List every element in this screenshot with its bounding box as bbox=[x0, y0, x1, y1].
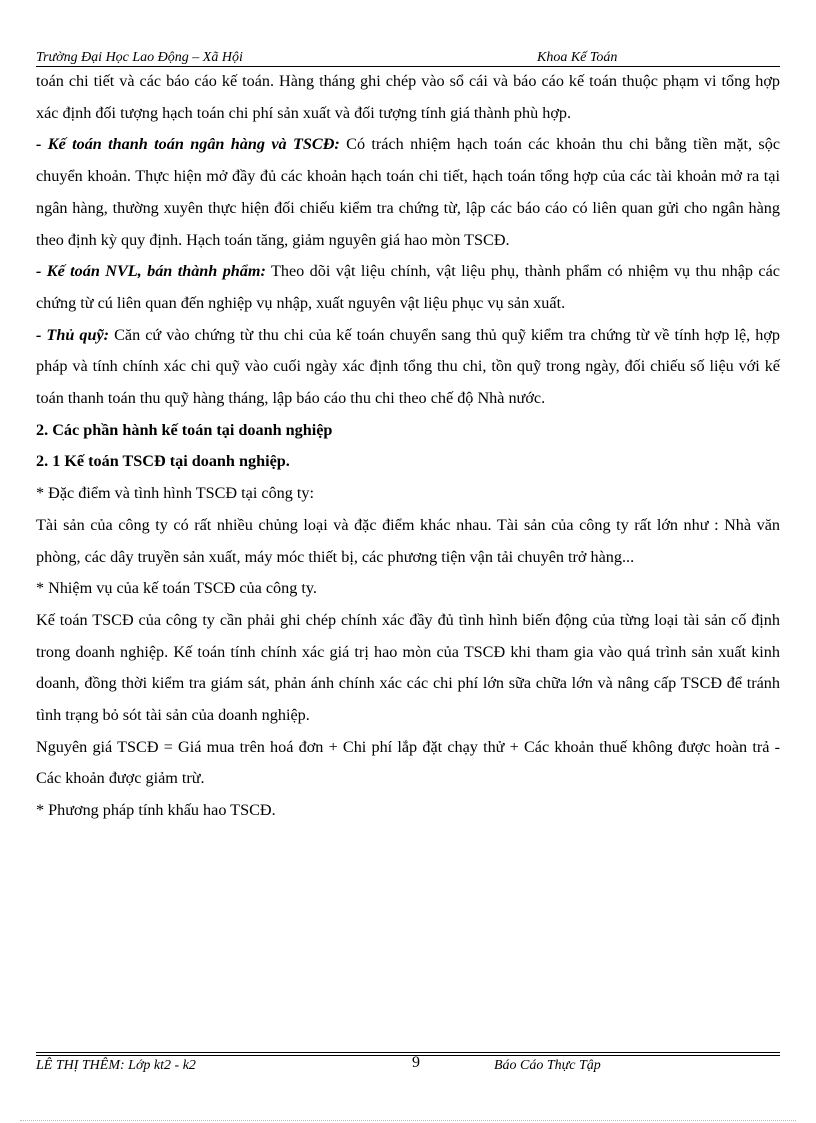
role-text: Có trách nhiệm hạch toán các khoản thu chi bằng tiền mặt, sộc chuyển khoản. Thực hiện mở đầy đủ các khoản hạch toán chi tiết, hạch toán tổng hợp của các tài khoản mở ra tại ngân hàng, thường xuyên thực hiện đối chiếu kiểm tra chứng từ, lập các báo cáo có liên quan gửi cho ngân hàng theo định kỳ quy định. Hạch toán tăng, giảm nguyên giá hao mòn TSCĐ. bbox=[36, 135, 780, 249]
footer-author: LÊ THỊ THÊM: Lớp kt2 - k2 bbox=[36, 1058, 196, 1073]
section-heading: 2. Các phần hành kế toán tại doanh nghiệp bbox=[36, 420, 333, 439]
page-edge bbox=[20, 1120, 796, 1121]
formula-paragraph: Nguyên giá TSCĐ = Giá mua trên hoá đơn + Chi phí lắp đặt chạy thử + Các khoản thuế không được hoàn trả - Các khoản được giảm trừ. bbox=[36, 737, 780, 788]
document-body bbox=[36, 66, 780, 827]
page-number: 9 bbox=[412, 1054, 420, 1071]
paragraph: Tài sản của công ty có rất nhiều chủng loại và đặc điểm khác nhau. Tài sản của công ty rất lớn như : Nhà văn phòng, các dây truyền sản xuất, máy móc thiết bị, các phương tiện vận tải chuyên trở hàng... bbox=[36, 515, 780, 566]
paragraph-bank-accountant bbox=[36, 129, 780, 256]
footer-report-title: Báo Cáo Thực Tập bbox=[494, 1058, 601, 1073]
paragraph: * Phương pháp tính khấu hao TSCĐ. bbox=[36, 801, 276, 820]
paragraph-cashier bbox=[36, 320, 780, 415]
header-school: Trường Đại Học Lao Động – Xã Hội bbox=[36, 50, 243, 65]
role-label: - Thủ quỹ: bbox=[36, 325, 110, 344]
header-department: Khoa Kế Toán bbox=[537, 50, 618, 65]
role-text: Căn cứ vào chứng từ thu chi của kế toán chuyển sang thủ quỹ kiểm tra chứng từ về tính hợp lệ, hợp pháp và tính chính xác chi quỹ vào cuối ngày xác định tổng thu chi, tồn quỹ trong ngày, đối chiếu số liệu với kế toán thanh toán thu quỹ hàng tháng, lập báo cáo thu chi theo chế độ Nhà nước. bbox=[36, 325, 780, 408]
paragraph: Kế toán TSCĐ của công ty cần phải ghi chép chính xác đầy đủ tình hình biến động của từng loại tài sản cố định trong doanh nghiệp. Kế toán tính chính xác giá trị hao mòn của TSCĐ khi tham gia vào quá trình sản xuất kinh doanh, đồng thời kiểm tra giám sát, phản ánh chính xác các chi phí lớn sữa chữa lớn và nâng cấp TSCĐ để tránh tình trạng bỏ sót tài sản của doanh nghiệp. bbox=[36, 610, 780, 725]
role-text: Theo dõi vật liệu chính, vật liệu phụ, thành phẩm có nhiệm vụ thu nhập các chứng từ cú liên quan đến nghiệp vụ nhập, xuất nguyên vật liệu phục vụ sản xuất. bbox=[36, 262, 780, 312]
paragraph: * Nhiệm vụ của kế toán TSCĐ của công ty. bbox=[36, 579, 317, 598]
paragraph: * Đặc điểm và tình hình TSCĐ tại công ty: bbox=[36, 484, 315, 503]
subsection-heading: 2. 1 Kế toán TSCĐ tại doanh nghiệp. bbox=[36, 452, 290, 471]
footer-rule bbox=[36, 1052, 780, 1053]
page-header bbox=[36, 48, 780, 68]
role-label: - Kế toán thanh toán ngân hàng và TSCĐ: bbox=[36, 135, 340, 154]
paragraph-material-accountant bbox=[36, 256, 780, 319]
paragraph: toán chi tiết và các báo cáo kế toán. Hàng tháng ghi chép vào sổ cái và báo cáo kế toán thuộc phạm vi tổng hợp xác định đối tượng hạch toán chi phí sản xuất và đối tượng tính giá thành phù hợp. bbox=[36, 72, 780, 122]
role-label: - Kế toán NVL, bán thành phẩm: bbox=[36, 262, 266, 281]
page-footer bbox=[36, 1056, 780, 1078]
